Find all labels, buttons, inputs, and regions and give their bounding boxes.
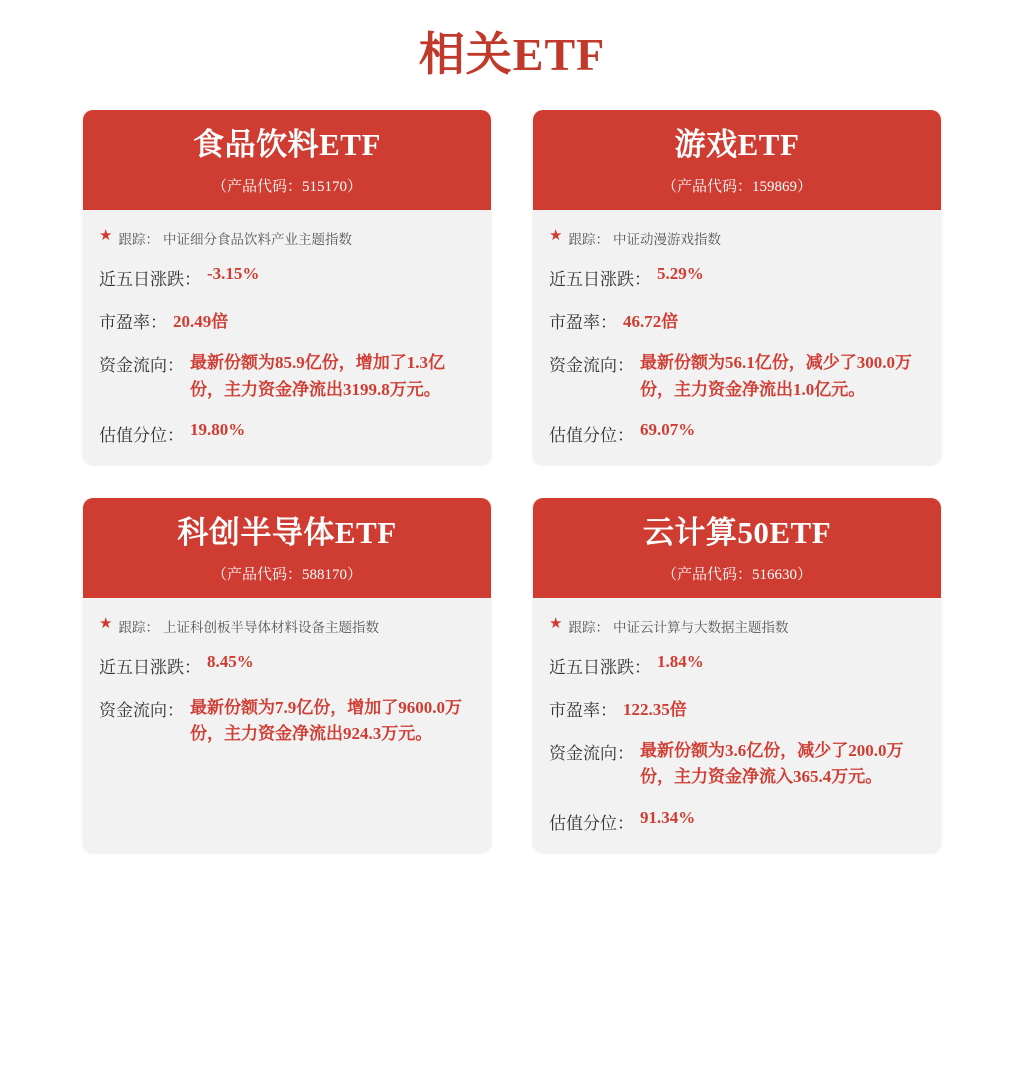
etf-code: （产品代码：588170） <box>211 567 362 584</box>
track-row <box>99 224 475 248</box>
five-day-change-label: 近五日涨跌： <box>549 270 651 290</box>
etf-card-header <box>533 498 941 598</box>
fund-flow-label: 资金流向： <box>99 356 184 376</box>
fund-flow-label: 资金流向： <box>99 701 184 721</box>
five-day-change-value: 5.29% <box>657 264 704 284</box>
etf-card-header <box>83 498 491 598</box>
etf-card-body <box>83 210 491 464</box>
pe-ratio-label: 市盈率： <box>549 313 617 333</box>
fund-flow-value: 最新份额为7.9亿份，增加了9600.0万份，主力资金净流出924.3万元。 <box>190 698 462 744</box>
etf-card[interactable] <box>533 498 941 852</box>
pe-ratio-row <box>549 695 925 721</box>
track-label: 跟踪： <box>568 620 609 636</box>
valuation-percentile-label: 估值分位： <box>99 425 184 445</box>
five-day-change-label: 近五日涨跌： <box>99 658 201 678</box>
fund-flow-label: 资金流向： <box>549 744 634 764</box>
pe-ratio-value: 20.49倍 <box>173 312 229 332</box>
pe-ratio-value: 122.35倍 <box>623 700 687 720</box>
valuation-percentile-value: 91.34% <box>640 807 696 827</box>
page-title: 相关ETF <box>418 29 606 80</box>
etf-code: （产品代码：516630） <box>661 567 812 584</box>
valuation-percentile-row <box>549 808 925 834</box>
track-row <box>549 612 925 636</box>
five-day-change-row <box>99 264 475 290</box>
etf-name: 食品饮料ETF <box>193 127 381 162</box>
etf-card[interactable] <box>83 498 491 852</box>
five-day-change-row <box>549 652 925 678</box>
track-value: 中证细分食品饮料产业主题指数 <box>162 232 352 248</box>
pe-ratio-label: 市盈率： <box>549 701 617 721</box>
five-day-change-value: 8.45% <box>207 652 254 672</box>
star-icon: ★ <box>549 228 563 245</box>
etf-card-body <box>83 598 491 852</box>
etf-code: （产品代码：159869） <box>661 179 812 196</box>
fund-flow-row <box>549 738 925 791</box>
etf-name: 科创半导体ETF <box>177 514 397 550</box>
pe-ratio-row <box>99 307 475 333</box>
five-day-change-row <box>99 652 475 678</box>
track-label: 跟踪： <box>118 232 159 248</box>
fund-flow-value: 最新份额为3.6亿份，减少了200.0万份，主力资金净流入365.4万元。 <box>640 741 904 787</box>
fund-flow-label: 资金流向： <box>549 356 634 376</box>
etf-name: 云计算50ETF <box>642 514 832 550</box>
etf-code: （产品代码：515170） <box>211 179 362 196</box>
valuation-percentile-value: 69.07% <box>640 419 696 439</box>
valuation-percentile-label: 估值分位： <box>549 425 634 445</box>
track-row <box>99 612 475 636</box>
etf-card-body <box>533 210 941 464</box>
fund-flow-value: 最新份额为56.1亿份，减少了300.0万份，主力资金净流出1.0亿元。 <box>640 353 912 399</box>
etf-card-header <box>533 110 941 210</box>
fund-flow-row <box>549 350 925 403</box>
star-icon: ★ <box>99 616 113 633</box>
pe-ratio-value: 46.72倍 <box>623 312 679 332</box>
valuation-percentile-value: 19.80% <box>190 419 246 439</box>
track-value: 中证动漫游戏指数 <box>612 232 721 248</box>
valuation-percentile-row <box>549 420 925 446</box>
five-day-change-value: 1.84% <box>657 652 704 672</box>
pe-ratio-label: 市盈率： <box>99 313 167 333</box>
fund-flow-value: 最新份额为85.9亿份，增加了1.3亿份，主力资金净流出3199.8万元。 <box>190 353 445 399</box>
fund-flow-row <box>99 350 475 403</box>
etf-name: 游戏ETF <box>674 127 800 162</box>
etf-card[interactable] <box>83 110 491 464</box>
pe-ratio-row <box>549 307 925 333</box>
five-day-change-label: 近五日涨跌： <box>99 270 201 290</box>
fund-flow-row <box>99 695 475 748</box>
etf-card-header <box>83 110 491 210</box>
five-day-change-label: 近五日涨跌： <box>549 658 651 678</box>
track-label: 跟踪： <box>118 620 159 636</box>
track-value: 中证云计算与大数据主题指数 <box>612 620 789 636</box>
five-day-change-row <box>549 264 925 290</box>
track-value: 上证科创板半导体材料设备主题指数 <box>162 620 379 636</box>
track-label: 跟踪： <box>568 232 609 248</box>
track-row <box>549 224 925 248</box>
etf-card-body <box>533 598 941 852</box>
star-icon: ★ <box>99 228 113 245</box>
five-day-change-value: -3.15% <box>207 264 260 284</box>
etf-card-grid <box>0 110 1024 852</box>
valuation-percentile-row <box>99 420 475 446</box>
etf-card[interactable] <box>533 110 941 464</box>
valuation-percentile-label: 估值分位： <box>549 813 634 833</box>
star-icon: ★ <box>549 616 563 633</box>
